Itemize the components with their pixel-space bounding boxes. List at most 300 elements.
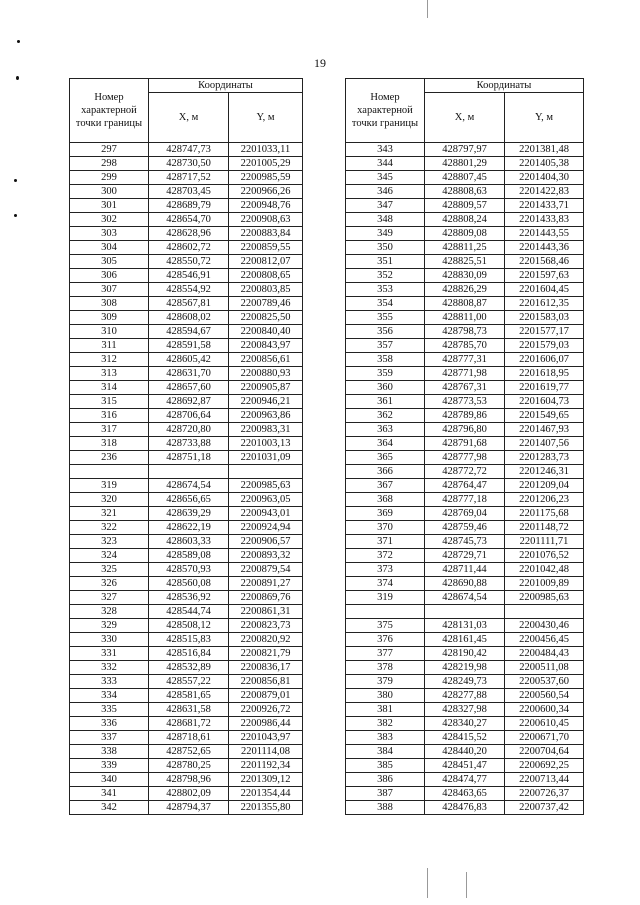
y-coordinate-cell: 2200985,59 bbox=[229, 171, 303, 185]
coordinates-table-left bbox=[69, 78, 303, 815]
y-coordinate-cell: 2201549,65 bbox=[505, 409, 584, 423]
y-coordinate-cell: 2200856,81 bbox=[229, 675, 303, 689]
table-row bbox=[346, 619, 584, 633]
point-number-cell: 341 bbox=[70, 787, 149, 801]
x-coordinate-cell: 428794,37 bbox=[149, 801, 229, 815]
point-number-cell: 319 bbox=[70, 479, 149, 493]
table-row bbox=[346, 773, 584, 787]
x-coordinate-cell: 428809,57 bbox=[425, 199, 505, 213]
point-number-cell: 312 bbox=[70, 353, 149, 367]
point-number-cell: 371 bbox=[346, 535, 425, 549]
point-number-cell: 314 bbox=[70, 381, 149, 395]
point-number-cell: 300 bbox=[70, 185, 149, 199]
x-coordinate-cell: 428516,84 bbox=[149, 647, 229, 661]
point-number-cell: 358 bbox=[346, 353, 425, 367]
y-coordinate-cell: 2200704,64 bbox=[505, 745, 584, 759]
y-coordinate-cell: 2201009,89 bbox=[505, 577, 584, 591]
table-row bbox=[346, 171, 584, 185]
table-row bbox=[346, 647, 584, 661]
x-coordinate-cell: 428711,44 bbox=[425, 563, 505, 577]
y-coordinate-cell: 2200985,63 bbox=[229, 479, 303, 493]
point-number-cell: 359 bbox=[346, 367, 425, 381]
point-number-cell: 355 bbox=[346, 311, 425, 325]
x-coordinate-cell: 428777,18 bbox=[425, 493, 505, 507]
y-coordinate-cell: 2201209,04 bbox=[505, 479, 584, 493]
table-row bbox=[70, 423, 303, 437]
table-row bbox=[70, 311, 303, 325]
table-row bbox=[346, 157, 584, 171]
y-coordinate-cell: 2201568,46 bbox=[505, 255, 584, 269]
table-row bbox=[70, 227, 303, 241]
y-coordinate-cell: 2200963,05 bbox=[229, 493, 303, 507]
y-coordinate-cell: 2201206,23 bbox=[505, 493, 584, 507]
scan-dot bbox=[16, 76, 19, 80]
x-coordinate-cell: 428581,65 bbox=[149, 689, 229, 703]
x-coordinate-cell: 428752,65 bbox=[149, 745, 229, 759]
point-number-cell: 336 bbox=[70, 717, 149, 731]
point-number-cell: 373 bbox=[346, 563, 425, 577]
y-coordinate-cell: 2200948,76 bbox=[229, 199, 303, 213]
x-coordinate-cell: 428532,89 bbox=[149, 661, 229, 675]
y-coordinate-cell bbox=[505, 605, 584, 619]
table-row bbox=[70, 325, 303, 339]
y-coordinate-cell: 2201309,12 bbox=[229, 773, 303, 787]
point-number-cell: 303 bbox=[70, 227, 149, 241]
y-coordinate-cell: 2200789,46 bbox=[229, 297, 303, 311]
point-number-cell: 308 bbox=[70, 297, 149, 311]
x-coordinate-cell: 428476,83 bbox=[425, 801, 505, 815]
y-coordinate-cell: 2201033,11 bbox=[229, 143, 303, 157]
table-row bbox=[70, 171, 303, 185]
y-coordinate-cell: 2201443,36 bbox=[505, 241, 584, 255]
point-number-cell: 340 bbox=[70, 773, 149, 787]
x-coordinate-cell: 428777,98 bbox=[425, 451, 505, 465]
x-coordinate-cell: 428605,42 bbox=[149, 353, 229, 367]
table-row bbox=[346, 633, 584, 647]
table-row bbox=[346, 255, 584, 269]
table-row bbox=[70, 241, 303, 255]
x-coordinate-cell: 428789,86 bbox=[425, 409, 505, 423]
y-coordinate-cell: 2200905,87 bbox=[229, 381, 303, 395]
table-row bbox=[346, 717, 584, 731]
point-number-cell: 313 bbox=[70, 367, 149, 381]
y-coordinate-cell: 2200946,21 bbox=[229, 395, 303, 409]
x-coordinate-cell: 428674,54 bbox=[425, 591, 505, 605]
x-coordinate-cell: 428631,58 bbox=[149, 703, 229, 717]
table-row bbox=[346, 227, 584, 241]
point-number-cell: 236 bbox=[70, 451, 149, 465]
x-coordinate-cell: 428797,97 bbox=[425, 143, 505, 157]
table-row-separator bbox=[346, 605, 584, 619]
table-row bbox=[346, 381, 584, 395]
y-coordinate-cell: 2201467,93 bbox=[505, 423, 584, 437]
table-row bbox=[346, 745, 584, 759]
x-coordinate-cell: 428703,45 bbox=[149, 185, 229, 199]
point-number-cell: 301 bbox=[70, 199, 149, 213]
point-number-cell: 325 bbox=[70, 563, 149, 577]
y-coordinate-cell: 2200511,08 bbox=[505, 661, 584, 675]
table-row bbox=[70, 521, 303, 535]
point-number-cell: 386 bbox=[346, 773, 425, 787]
point-number-cell: 309 bbox=[70, 311, 149, 325]
point-number-cell: 337 bbox=[70, 731, 149, 745]
table-row bbox=[346, 241, 584, 255]
table-row bbox=[346, 423, 584, 437]
y-coordinate-cell: 2200879,01 bbox=[229, 689, 303, 703]
point-number-cell: 365 bbox=[346, 451, 425, 465]
y-coordinate-cell: 2200821,79 bbox=[229, 647, 303, 661]
point-number-cell: 352 bbox=[346, 269, 425, 283]
table-row bbox=[70, 661, 303, 675]
coordinates-table-right bbox=[345, 78, 584, 815]
table-row bbox=[70, 507, 303, 521]
y-coordinate-cell: 2201283,73 bbox=[505, 451, 584, 465]
x-coordinate-cell: 428557,22 bbox=[149, 675, 229, 689]
y-coordinate-cell: 2200891,27 bbox=[229, 577, 303, 591]
table-row bbox=[70, 759, 303, 773]
y-coordinate-cell: 2200713,44 bbox=[505, 773, 584, 787]
point-number-cell: 376 bbox=[346, 633, 425, 647]
y-coordinate-cell: 2201618,95 bbox=[505, 367, 584, 381]
x-coordinate-cell: 428717,52 bbox=[149, 171, 229, 185]
y-coordinate-cell: 2200840,40 bbox=[229, 325, 303, 339]
x-coordinate-cell: 428161,45 bbox=[425, 633, 505, 647]
x-coordinate-cell: 428807,45 bbox=[425, 171, 505, 185]
table-row bbox=[346, 339, 584, 353]
table-row-separator bbox=[70, 465, 303, 479]
table-row bbox=[346, 367, 584, 381]
table-row bbox=[70, 787, 303, 801]
header-point-number: Номер характерной точки границы bbox=[70, 79, 149, 143]
y-coordinate-cell: 2200924,94 bbox=[229, 521, 303, 535]
table-row bbox=[70, 605, 303, 619]
y-coordinate-cell: 2201043,97 bbox=[229, 731, 303, 745]
table-row bbox=[70, 535, 303, 549]
y-coordinate-cell: 2201114,08 bbox=[229, 745, 303, 759]
x-coordinate-cell: 428808,87 bbox=[425, 297, 505, 311]
x-coordinate-cell: 428594,67 bbox=[149, 325, 229, 339]
y-coordinate-cell: 2201583,03 bbox=[505, 311, 584, 325]
x-coordinate-cell: 428639,29 bbox=[149, 507, 229, 521]
point-number-cell: 302 bbox=[70, 213, 149, 227]
y-coordinate-cell: 2200869,76 bbox=[229, 591, 303, 605]
table-row bbox=[346, 577, 584, 591]
point-number-cell: 383 bbox=[346, 731, 425, 745]
x-coordinate-cell: 428440,20 bbox=[425, 745, 505, 759]
y-coordinate-cell: 2200537,60 bbox=[505, 675, 584, 689]
point-number-cell: 353 bbox=[346, 283, 425, 297]
y-coordinate-cell: 2200726,37 bbox=[505, 787, 584, 801]
y-coordinate-cell: 2201604,73 bbox=[505, 395, 584, 409]
y-coordinate-cell: 2200737,42 bbox=[505, 801, 584, 815]
x-coordinate-cell: 428802,09 bbox=[149, 787, 229, 801]
x-coordinate-cell: 428730,50 bbox=[149, 157, 229, 171]
x-coordinate-cell: 428681,72 bbox=[149, 717, 229, 731]
table-row bbox=[70, 213, 303, 227]
point-number-cell: 310 bbox=[70, 325, 149, 339]
y-coordinate-cell bbox=[229, 465, 303, 479]
point-number-cell: 361 bbox=[346, 395, 425, 409]
x-coordinate-cell: 428809,08 bbox=[425, 227, 505, 241]
y-coordinate-cell: 2200908,63 bbox=[229, 213, 303, 227]
y-coordinate-cell: 2201192,34 bbox=[229, 759, 303, 773]
table-row bbox=[70, 675, 303, 689]
x-coordinate-cell: 428622,19 bbox=[149, 521, 229, 535]
y-coordinate-cell: 2200808,65 bbox=[229, 269, 303, 283]
y-coordinate-cell: 2201606,07 bbox=[505, 353, 584, 367]
x-coordinate-cell: 428546,91 bbox=[149, 269, 229, 283]
x-coordinate-cell: 428536,92 bbox=[149, 591, 229, 605]
point-number-cell: 372 bbox=[346, 549, 425, 563]
table-row bbox=[346, 451, 584, 465]
scan-dot bbox=[17, 40, 20, 43]
point-number-cell: 326 bbox=[70, 577, 149, 591]
table-row bbox=[70, 395, 303, 409]
point-number-cell: 375 bbox=[346, 619, 425, 633]
y-coordinate-cell: 2201005,29 bbox=[229, 157, 303, 171]
table-row bbox=[346, 731, 584, 745]
x-coordinate-cell bbox=[149, 465, 229, 479]
table-row bbox=[70, 255, 303, 269]
point-number-cell: 318 bbox=[70, 437, 149, 451]
y-coordinate-cell: 2200692,25 bbox=[505, 759, 584, 773]
table-row bbox=[70, 773, 303, 787]
table-row bbox=[70, 549, 303, 563]
table-row bbox=[70, 689, 303, 703]
scan-line bbox=[427, 0, 428, 18]
point-number-cell: 370 bbox=[346, 521, 425, 535]
table-row bbox=[346, 759, 584, 773]
point-number-cell: 374 bbox=[346, 577, 425, 591]
point-number-cell: 348 bbox=[346, 213, 425, 227]
point-number-cell: 362 bbox=[346, 409, 425, 423]
point-number-cell: 329 bbox=[70, 619, 149, 633]
table-row bbox=[70, 185, 303, 199]
y-coordinate-cell: 2200430,46 bbox=[505, 619, 584, 633]
point-number-cell: 344 bbox=[346, 157, 425, 171]
table-row bbox=[70, 731, 303, 745]
point-number-cell: 319 bbox=[346, 591, 425, 605]
y-coordinate-cell: 2201407,56 bbox=[505, 437, 584, 451]
table-row bbox=[70, 801, 303, 815]
table-row bbox=[70, 199, 303, 213]
y-coordinate-cell: 2201443,55 bbox=[505, 227, 584, 241]
scan-dot bbox=[14, 214, 17, 217]
point-number-cell: 330 bbox=[70, 633, 149, 647]
y-coordinate-cell: 2201175,68 bbox=[505, 507, 584, 521]
x-coordinate-cell: 428747,73 bbox=[149, 143, 229, 157]
y-coordinate-cell: 2201433,83 bbox=[505, 213, 584, 227]
point-number-cell: 351 bbox=[346, 255, 425, 269]
table-row bbox=[70, 339, 303, 353]
table-row bbox=[70, 367, 303, 381]
point-number-cell: 381 bbox=[346, 703, 425, 717]
header-x: X, м bbox=[149, 93, 229, 143]
table-row bbox=[346, 213, 584, 227]
table-row bbox=[346, 507, 584, 521]
point-number-cell: 377 bbox=[346, 647, 425, 661]
header-y: Y, м bbox=[505, 93, 584, 143]
table-row bbox=[346, 493, 584, 507]
table-row bbox=[346, 801, 584, 815]
x-coordinate-cell: 428706,64 bbox=[149, 409, 229, 423]
y-coordinate-cell: 2200893,32 bbox=[229, 549, 303, 563]
table-row bbox=[346, 437, 584, 451]
x-coordinate-cell: 428808,63 bbox=[425, 185, 505, 199]
y-coordinate-cell: 2201355,80 bbox=[229, 801, 303, 815]
table-row bbox=[70, 563, 303, 577]
table-row bbox=[70, 577, 303, 591]
y-coordinate-cell: 2200610,45 bbox=[505, 717, 584, 731]
x-coordinate-cell: 428190,42 bbox=[425, 647, 505, 661]
y-coordinate-cell: 2201405,38 bbox=[505, 157, 584, 171]
table-row bbox=[70, 437, 303, 451]
table-row bbox=[70, 591, 303, 605]
header-y: Y, м bbox=[229, 93, 303, 143]
y-coordinate-cell: 2201381,48 bbox=[505, 143, 584, 157]
y-coordinate-cell: 2200671,70 bbox=[505, 731, 584, 745]
point-number-cell: 298 bbox=[70, 157, 149, 171]
x-coordinate-cell: 428277,88 bbox=[425, 689, 505, 703]
point-number-cell: 354 bbox=[346, 297, 425, 311]
header-coordinates: Координаты bbox=[149, 79, 303, 93]
x-coordinate-cell: 428508,12 bbox=[149, 619, 229, 633]
x-coordinate-cell: 428589,08 bbox=[149, 549, 229, 563]
y-coordinate-cell: 2201604,45 bbox=[505, 283, 584, 297]
point-number-cell: 343 bbox=[346, 143, 425, 157]
y-coordinate-cell: 2201612,35 bbox=[505, 297, 584, 311]
point-number-cell: 328 bbox=[70, 605, 149, 619]
point-number-cell: 356 bbox=[346, 325, 425, 339]
x-coordinate-cell: 428554,92 bbox=[149, 283, 229, 297]
point-number-cell: 347 bbox=[346, 199, 425, 213]
y-coordinate-cell: 2200560,54 bbox=[505, 689, 584, 703]
table-row bbox=[346, 535, 584, 549]
x-coordinate-cell: 428772,72 bbox=[425, 465, 505, 479]
point-number-cell: 331 bbox=[70, 647, 149, 661]
x-coordinate-cell: 428692,87 bbox=[149, 395, 229, 409]
x-coordinate-cell: 428608,02 bbox=[149, 311, 229, 325]
table-row bbox=[70, 703, 303, 717]
point-number-cell: 364 bbox=[346, 437, 425, 451]
y-coordinate-cell: 2201003,13 bbox=[229, 437, 303, 451]
y-coordinate-cell: 2200983,31 bbox=[229, 423, 303, 437]
x-coordinate-cell: 428751,18 bbox=[149, 451, 229, 465]
point-number-cell: 299 bbox=[70, 171, 149, 185]
y-coordinate-cell: 2200859,55 bbox=[229, 241, 303, 255]
x-coordinate-cell: 428340,27 bbox=[425, 717, 505, 731]
table-row bbox=[70, 619, 303, 633]
point-number-cell: 305 bbox=[70, 255, 149, 269]
y-coordinate-cell: 2201404,30 bbox=[505, 171, 584, 185]
header-x: X, м bbox=[425, 93, 505, 143]
x-coordinate-cell: 428451,47 bbox=[425, 759, 505, 773]
header-point-number: Номер характерной точки границы bbox=[346, 79, 425, 143]
x-coordinate-cell: 428759,46 bbox=[425, 521, 505, 535]
x-coordinate-cell: 428773,53 bbox=[425, 395, 505, 409]
x-coordinate-cell: 428825,51 bbox=[425, 255, 505, 269]
point-number-cell: 335 bbox=[70, 703, 149, 717]
x-coordinate-cell: 428729,71 bbox=[425, 549, 505, 563]
table-row bbox=[70, 633, 303, 647]
point-number-cell: 333 bbox=[70, 675, 149, 689]
x-coordinate-cell: 428591,58 bbox=[149, 339, 229, 353]
y-coordinate-cell: 2200966,26 bbox=[229, 185, 303, 199]
point-number-cell: 363 bbox=[346, 423, 425, 437]
table-row bbox=[346, 199, 584, 213]
x-coordinate-cell: 428798,96 bbox=[149, 773, 229, 787]
point-number-cell: 317 bbox=[70, 423, 149, 437]
x-coordinate-cell: 428249,73 bbox=[425, 675, 505, 689]
x-coordinate-cell: 428474,77 bbox=[425, 773, 505, 787]
y-coordinate-cell: 2200600,34 bbox=[505, 703, 584, 717]
point-number-cell: 311 bbox=[70, 339, 149, 353]
x-coordinate-cell: 428602,72 bbox=[149, 241, 229, 255]
point-number-cell: 338 bbox=[70, 745, 149, 759]
table-row bbox=[346, 787, 584, 801]
y-coordinate-cell: 2200985,63 bbox=[505, 591, 584, 605]
point-number-cell: 384 bbox=[346, 745, 425, 759]
table-row bbox=[70, 717, 303, 731]
x-coordinate-cell: 428690,88 bbox=[425, 577, 505, 591]
x-coordinate-cell: 428570,93 bbox=[149, 563, 229, 577]
x-coordinate-cell: 428811,25 bbox=[425, 241, 505, 255]
y-coordinate-cell: 2200456,45 bbox=[505, 633, 584, 647]
y-coordinate-cell: 2201579,03 bbox=[505, 339, 584, 353]
y-coordinate-cell: 2201354,44 bbox=[229, 787, 303, 801]
y-coordinate-cell: 2200943,01 bbox=[229, 507, 303, 521]
x-coordinate-cell: 428801,29 bbox=[425, 157, 505, 171]
x-coordinate-cell: 428808,24 bbox=[425, 213, 505, 227]
y-coordinate-cell: 2200906,57 bbox=[229, 535, 303, 549]
y-coordinate-cell: 2200986,44 bbox=[229, 717, 303, 731]
table-row bbox=[70, 479, 303, 493]
x-coordinate-cell: 428131,03 bbox=[425, 619, 505, 633]
page-number: 19 bbox=[314, 56, 326, 70]
point-number-cell: 307 bbox=[70, 283, 149, 297]
x-coordinate-cell: 428745,73 bbox=[425, 535, 505, 549]
y-coordinate-cell: 2200812,07 bbox=[229, 255, 303, 269]
x-coordinate-cell bbox=[425, 605, 505, 619]
table-row bbox=[346, 689, 584, 703]
table-row bbox=[346, 325, 584, 339]
point-number-cell: 323 bbox=[70, 535, 149, 549]
x-coordinate-cell: 428796,80 bbox=[425, 423, 505, 437]
x-coordinate-cell: 428544,74 bbox=[149, 605, 229, 619]
table-row bbox=[70, 381, 303, 395]
y-coordinate-cell: 2200880,93 bbox=[229, 367, 303, 381]
y-coordinate-cell: 2200484,43 bbox=[505, 647, 584, 661]
x-coordinate-cell: 428415,52 bbox=[425, 731, 505, 745]
y-coordinate-cell: 2201433,71 bbox=[505, 199, 584, 213]
table-row bbox=[346, 521, 584, 535]
point-number-cell: 368 bbox=[346, 493, 425, 507]
table-row bbox=[346, 297, 584, 311]
point-number-cell: 316 bbox=[70, 409, 149, 423]
x-coordinate-cell: 428720,80 bbox=[149, 423, 229, 437]
scan-dot bbox=[14, 179, 17, 182]
y-coordinate-cell: 2200823,73 bbox=[229, 619, 303, 633]
point-number-cell bbox=[346, 605, 425, 619]
x-coordinate-cell: 428463,65 bbox=[425, 787, 505, 801]
y-coordinate-cell: 2200825,50 bbox=[229, 311, 303, 325]
y-coordinate-cell: 2200879,54 bbox=[229, 563, 303, 577]
point-number-cell: 327 bbox=[70, 591, 149, 605]
point-number-cell: 357 bbox=[346, 339, 425, 353]
table-row bbox=[346, 479, 584, 493]
x-coordinate-cell: 428780,25 bbox=[149, 759, 229, 773]
point-number-cell: 369 bbox=[346, 507, 425, 521]
